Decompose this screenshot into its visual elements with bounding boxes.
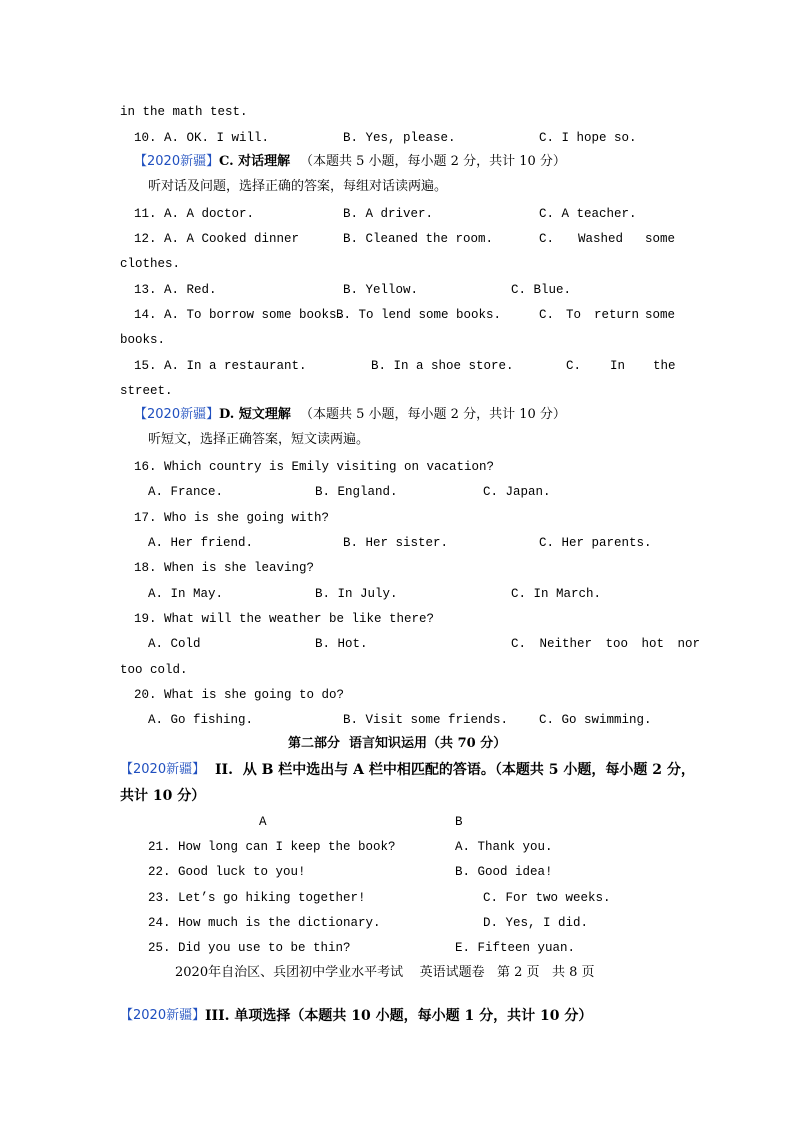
part-two-header [0,733,794,755]
option-c-word: some [645,232,676,246]
section-title: D. 短文理解 [219,407,291,422]
option-c-word: To [566,308,582,322]
match-row [0,937,794,959]
part-title: 第二部分 语言知识运用（共 70 分） [288,736,507,751]
section-title: II. 从 B 栏中选出与 A 栏中相匹配的答语。（本题共 5 小题，每小题 2 分， [215,762,695,778]
column-a-item: 25. Did you use to be thin? [148,941,351,955]
question-16 [0,456,794,478]
option-c-label: C. [539,232,555,246]
question-16-options [0,481,794,503]
question-text: 20. What is she going to do? [134,688,345,702]
section-c-instruction [0,176,794,198]
column-b-item: A. Thank you. [455,840,553,854]
question-text: 16. Which country is Emily visiting on vacation? [134,460,495,474]
option-c: C. Japan. [483,485,551,499]
question-10 [0,127,794,149]
column-b-item: B. Good idea! [455,865,553,879]
option-b: B. To lend some books. [336,308,502,322]
section-ii-header-continuation [0,784,794,810]
match-row [0,861,794,883]
option-c-word: return [594,308,640,322]
question-text: 17. Who is she going with? [134,511,330,525]
question-20 [0,684,794,706]
column-b-item: D. Yes, I did. [483,916,589,930]
option-a: A. In May. [148,587,224,601]
option-c-label: C. [539,308,555,322]
page-footer [0,962,794,984]
question-continuation: in the math test. [120,105,248,119]
source-tag: 【2020新疆】 [120,1008,206,1023]
source-tag: 【2020新疆】 [134,154,220,169]
option-b: B. Cleaned the room. [343,232,494,246]
option-a: A. Her friend. [148,536,254,550]
match-column-headers [0,811,794,833]
option-c-label: C. [566,359,582,373]
question-20-options [0,709,794,731]
question-17 [0,507,794,529]
column-a-item: 22. Good luck to you! [148,865,306,879]
question-18-options [0,583,794,605]
option-a: A. Go fishing. [148,713,254,727]
option-a: 10. A. OK. I will. [134,131,270,145]
question-text: 19. What will the weather be like there? [134,612,435,626]
footer-text: 2020年自治区、兵团初中学业水平考试 英语试题卷 第 2 页 共 8 页 [175,965,595,980]
section-note: （本题共 5 小题，每小题 2 分，共计 10 分） [300,154,566,169]
option-a: 11. A. A doctor. [134,207,255,221]
question-12 [0,228,794,250]
option-c: C. I hope so. [539,131,637,145]
question-13 [0,279,794,301]
match-row [0,836,794,858]
question-text: 18. When is she leaving? [134,561,315,575]
option-a: 13. A. Red. [134,283,217,297]
column-a-item: 23. Let’s go hiking together! [148,891,366,905]
option-a: 15. A. In a restaurant. [134,359,307,373]
source-tag: 【2020新疆】 [120,762,206,777]
question-14-continuation [0,329,794,351]
option-a: 14. A. To borrow some books. [134,308,345,322]
match-row [0,912,794,934]
option-c: C. In March. [511,587,602,601]
section-ii-header [0,758,794,784]
question-11 [0,203,794,225]
option-a: A. Cold [148,637,201,651]
question-15 [0,355,794,377]
column-a-header: A [259,815,267,829]
match-row [0,887,794,909]
section-iii-header [0,1004,794,1030]
option-b: B. Her sister. [343,536,449,550]
text-line [0,101,794,123]
section-c-header [0,151,794,173]
option-c: C. Go swimming. [539,713,652,727]
question-19-continuation [0,659,794,681]
option-c-word: the [653,359,676,373]
column-b-header: B [455,815,463,829]
option-c-continuation: books. [120,333,166,347]
option-c-continuation: clothes. [120,257,181,271]
question-14 [0,304,794,326]
source-tag: 【2020新疆】 [134,407,220,422]
option-b: B. Yellow. [343,283,419,297]
option-b: B. Visit some friends. [343,713,509,727]
instruction-text: 听短文，选择正确答案，短文读两遍。 [148,432,370,447]
question-17-options [0,532,794,554]
option-a: A. France. [148,485,224,499]
option-b: B. Yes, please. [343,131,456,145]
option-b: B. England. [315,485,398,499]
column-a-item: 24. How much is the dictionary. [148,916,381,930]
instruction-text: 听对话及问题，选择正确的答案，每组对话读两遍。 [148,179,448,194]
question-19 [0,608,794,630]
option-c-word: Washed [578,232,624,246]
column-b-item: E. Fifteen yuan. [455,941,576,955]
section-title-continuation: 共计 10 分） [120,788,206,804]
option-c: C. Her parents. [539,536,652,550]
option-c: C. Neither too hot nor [511,637,701,651]
option-b: B. In July. [315,587,398,601]
option-c-word: In [610,359,626,373]
section-title: C. 对话理解 [219,154,291,169]
question-18 [0,557,794,579]
section-title: III. 单项选择（本题共 10 小题，每小题 1 分，共计 10 分） [205,1008,593,1024]
question-19-options [0,633,794,655]
option-c-word: some [645,308,676,322]
option-c: C. A teacher. [539,207,637,221]
section-note: （本题共 5 小题，每小题 2 分，共计 10 分） [300,407,566,422]
question-15-continuation [0,380,794,402]
option-c: C. Blue. [511,283,572,297]
option-c-continuation: too cold. [120,663,188,677]
option-b: B. A driver. [343,207,434,221]
column-a-item: 21. How long can I keep the book? [148,840,396,854]
option-b: B. Hot. [315,637,368,651]
section-d-instruction [0,429,794,451]
column-b-item: C. For two weeks. [483,891,611,905]
question-12-continuation [0,253,794,275]
option-c-continuation: street. [120,384,173,398]
section-d-header [0,404,794,426]
option-b: B. In a shoe store. [371,359,514,373]
option-a: 12. A. A Cooked dinner [134,232,300,246]
